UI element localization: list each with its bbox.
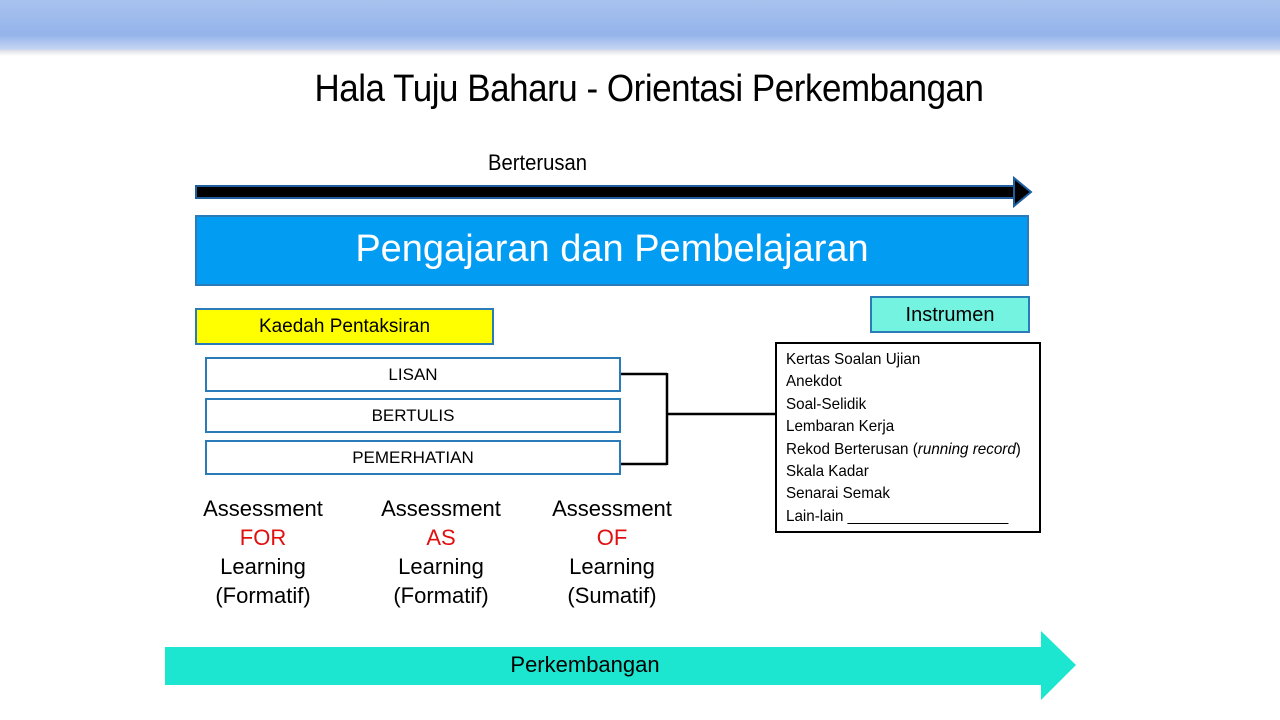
assessment-type: (Sumatif) [567,583,657,608]
method-bracket [621,373,775,465]
instrument-item: Anekdot [786,373,842,391]
instrument-item: Soal-Selidik [786,395,867,413]
instruments-header: Instrumen [870,296,1030,333]
assessment-keyword: AS [426,525,456,550]
top-arrow-label: Berterusan [488,150,588,175]
assessment-keyword: FOR [239,525,287,550]
assessment-of [522,494,702,610]
instrument-item: Senarai Semak [786,485,890,503]
assessment-type: (Formatif) [215,583,311,608]
assessment-line: Learning [398,554,484,579]
top-arrow-shaft [196,186,1014,198]
main-box: Pengajaran dan Pembelajaran [195,215,1029,286]
assessment-as [351,494,531,610]
top-arrow [196,178,1031,206]
top-arrow-head [1014,178,1031,206]
bottom-arrow-label: Perkembangan [510,652,660,677]
instrument-item: Lain-lain ___________________ [786,507,1009,525]
instrument-item: Skala Kadar [786,463,869,481]
methods-header: Kaedah Pentaksiran [195,308,494,345]
instrument-item: Kertas Soalan Ujian [786,351,921,368]
method-box-lisan: LISAN [205,357,621,392]
instrument-item-suffix: ) [1015,440,1021,458]
slide-title: Hala Tuju Baharu - Orientasi Perkembangan [314,68,984,110]
assessment-type: (Formatif) [393,583,489,608]
method-box-bertulis: BERTULIS [205,398,621,433]
method-box-pemerhatian: PEMERHATIAN [205,440,621,475]
assessment-line: Assessment [203,496,323,521]
instrument-list [775,342,1041,533]
bottom-arrow-head [1005,631,1076,700]
instrument-item-text: Rekod Berterusan ( [786,440,918,458]
instrument-item-rekod [786,439,1026,461]
assessment-for [173,494,353,610]
assessment-line: Assessment [552,496,672,521]
instrument-item-italic: running record [917,440,1016,458]
assessment-line: Assessment [381,496,501,521]
assessment-line: Learning [220,554,306,579]
assessment-keyword: OF [596,525,628,550]
assessment-line: Learning [569,554,655,579]
instrument-item: Lembaran Kerja [786,418,895,436]
